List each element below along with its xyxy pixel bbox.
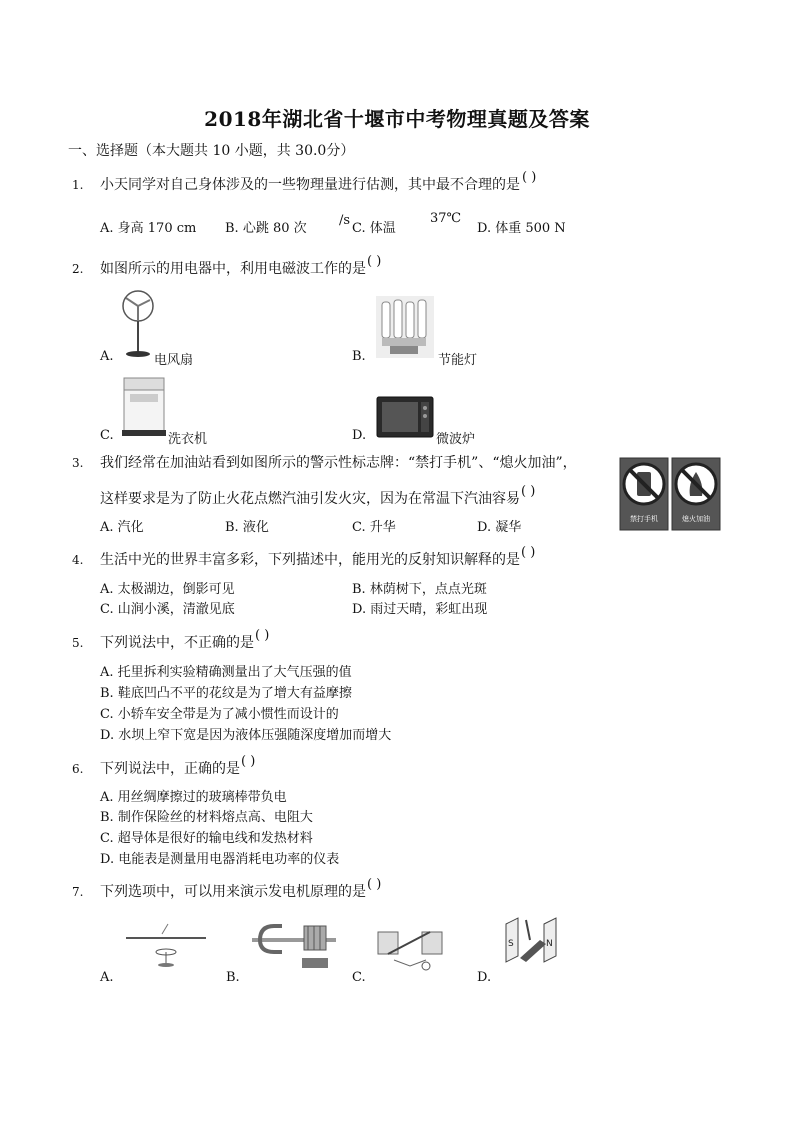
option-c: C. 体温 bbox=[352, 221, 396, 236]
option-d: D. 雨过天晴，彩虹出现 bbox=[352, 602, 488, 617]
answer-paren: ( ) bbox=[255, 628, 270, 643]
option-c: C. 升华 bbox=[352, 520, 396, 535]
section-heading: 一、选择题（本大题共 10 小题，共 30.0分） bbox=[68, 143, 355, 159]
question-number: 2. bbox=[72, 262, 84, 276]
induction-experiment-image bbox=[374, 920, 446, 972]
electric-fan-image bbox=[118, 288, 158, 360]
svg-text:N: N bbox=[546, 939, 553, 949]
option-b: B. 液化 bbox=[225, 520, 269, 535]
option-c: C. 小轿车安全带是为了减小惯性而设计的 bbox=[100, 707, 339, 722]
question-number: 3. bbox=[72, 456, 84, 470]
question-text: 如图所示的用电器中，利用电磁波工作的是 bbox=[100, 261, 366, 277]
oersted-experiment-image bbox=[124, 920, 208, 970]
sign-label: 熄火加油 bbox=[682, 515, 710, 523]
question-text: 我们经常在加油站看到如图所示的警示性标志牌：“禁打手机”、“熄火加油”， bbox=[100, 455, 577, 471]
option-b: B. 鞋底凹凸不平的花纹是为了增大有益摩擦 bbox=[100, 686, 352, 701]
answer-paren: ( ) bbox=[367, 254, 382, 269]
option-a: A. 汽化 bbox=[100, 520, 144, 535]
answer-paren: ( ) bbox=[521, 484, 536, 499]
question-number: 4. bbox=[72, 553, 84, 567]
microwave-oven-image bbox=[376, 396, 434, 440]
option-d: D. 水坝上窄下宽是因为液体压强随深度增加而增大 bbox=[100, 728, 392, 743]
option-b-label: B. bbox=[226, 970, 240, 985]
option-c-label: C. bbox=[352, 970, 366, 985]
question-text-line2: 这样要求是为了防止火花点燃汽油引发火灾，因为在常温下汽油容易 bbox=[100, 491, 520, 507]
energy-saving-lamp-image bbox=[376, 296, 434, 358]
option-a-label: A. bbox=[100, 349, 114, 364]
option-b-label: B. bbox=[352, 349, 366, 364]
option-c: C. 山涧小溪，清澈见底 bbox=[100, 602, 235, 617]
option-b: B. 制作保险丝的材料熔点高、电阻大 bbox=[100, 810, 313, 825]
option-a: A. 用丝绸摩擦过的玻璃棒带负电 bbox=[100, 790, 287, 805]
option-d: D. 凝华 bbox=[477, 520, 522, 535]
question-number: 7. bbox=[72, 885, 84, 899]
question-text: 小天同学对自己身体涉及的一些物理量进行估测，其中最不合理的是 bbox=[100, 177, 520, 193]
question-text: 生活中光的世界丰富多彩，下列描述中，能用光的反射知识解释的是 bbox=[100, 552, 520, 568]
option-c-label: C. bbox=[100, 428, 114, 443]
warning-signs-image bbox=[618, 456, 722, 532]
svg-text:S: S bbox=[508, 939, 514, 949]
question-text: 下列选项中，可以用来演示发电机原理的是 bbox=[100, 884, 366, 900]
question-number: 1. bbox=[72, 178, 84, 192]
question-text: 下列说法中，正确的是 bbox=[100, 761, 240, 777]
option-a: A. 太极湖边，倒影可见 bbox=[100, 582, 235, 597]
question-number: 6. bbox=[72, 762, 84, 776]
option-a: A. 身高 170 cm bbox=[100, 221, 197, 236]
option-b-unit: /s bbox=[339, 213, 351, 228]
option-a-text: 电风扇 bbox=[154, 353, 194, 368]
washing-machine-image bbox=[122, 376, 166, 438]
option-a: A. 托里拆利实验精确测量出了大气压强的值 bbox=[100, 665, 352, 680]
option-d-label: D. bbox=[477, 970, 492, 985]
electromagnet-image bbox=[246, 920, 342, 972]
option-c-text: 洗衣机 bbox=[168, 432, 208, 447]
answer-paren: ( ) bbox=[241, 754, 256, 769]
option-c-value: 37℃ bbox=[430, 211, 462, 226]
answer-paren: ( ) bbox=[522, 170, 537, 185]
answer-paren: ( ) bbox=[521, 545, 536, 560]
option-c: C. 超导体是很好的输电线和发热材料 bbox=[100, 831, 313, 846]
option-b-text: 节能灯 bbox=[438, 353, 478, 368]
question-text: 下列说法中，不正确的是 bbox=[100, 635, 254, 651]
option-d-label: D. bbox=[352, 428, 367, 443]
option-b: B. 林荫树下，点点光斑 bbox=[352, 582, 487, 597]
option-d-text: 微波炉 bbox=[436, 432, 476, 447]
option-d: D. 电能表是测量用电器消耗电功率的仪表 bbox=[100, 852, 340, 867]
sign-label: 禁打手机 bbox=[630, 515, 658, 523]
question-number: 5. bbox=[72, 636, 84, 650]
option-b: B. 心跳 80 次 bbox=[225, 221, 307, 236]
option-a-label: A. bbox=[100, 970, 114, 985]
motor-experiment-image bbox=[500, 914, 572, 972]
answer-paren: ( ) bbox=[367, 877, 382, 892]
page-title: 2018年湖北省十堰市中考物理真题及答案 bbox=[204, 107, 590, 131]
option-d: D. 体重 500 N bbox=[477, 221, 566, 236]
